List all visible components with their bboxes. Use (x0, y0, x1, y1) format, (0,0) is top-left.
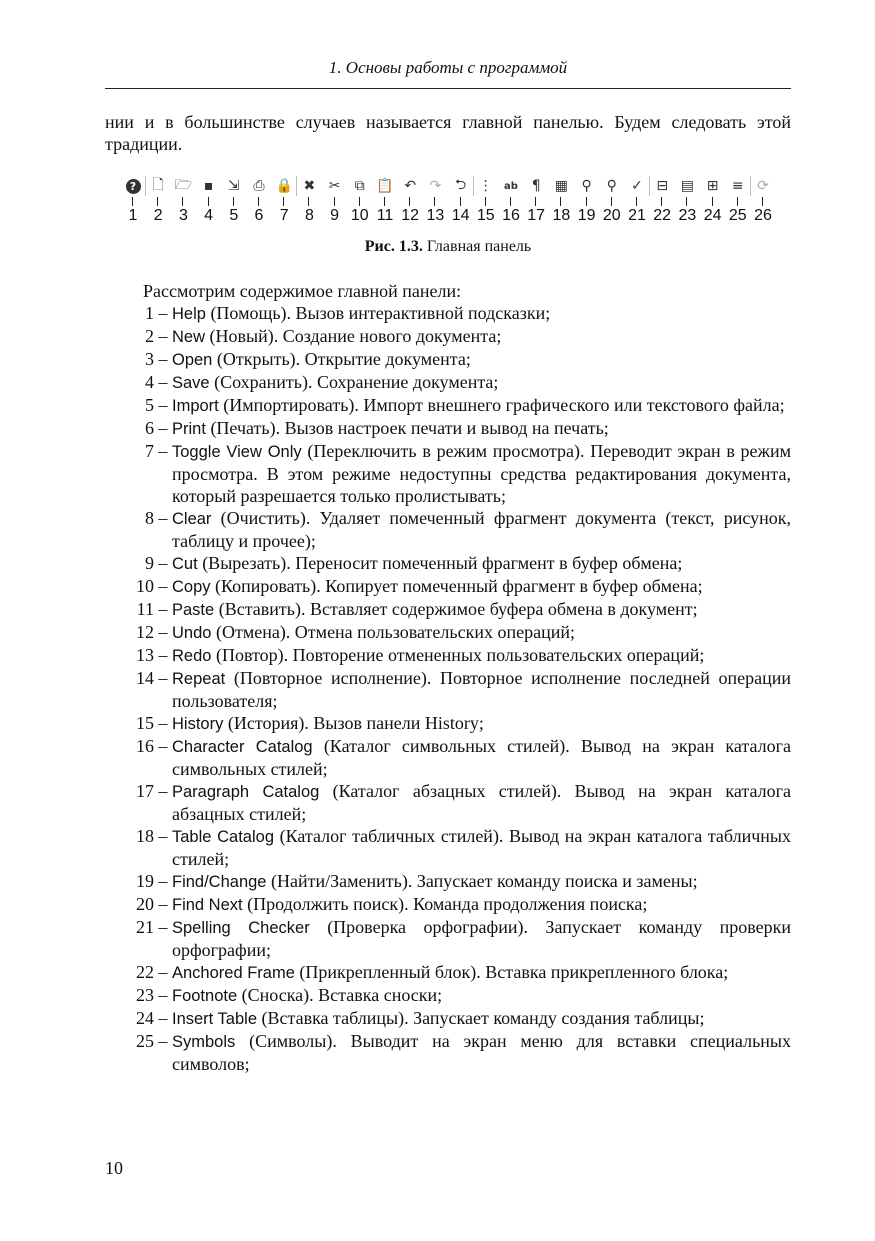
item-number: 20 – (136, 894, 172, 914)
item-description: (Сноска). Вставка сноски; (237, 985, 443, 1005)
refresh-icon: ⟳ (757, 178, 769, 194)
list-item (105, 440, 791, 507)
item-number: 17 – (136, 781, 172, 801)
toolbar-separator (296, 176, 297, 196)
item-number: 25 – (136, 1031, 172, 1051)
list-item (105, 598, 791, 621)
list-item (105, 984, 791, 1007)
redo-icon: ↷ (429, 178, 442, 194)
toolbar-item (751, 173, 775, 233)
repeat-icon: ⮌ (454, 177, 467, 193)
callout-number: 22 (653, 207, 672, 224)
toolbar-separator (750, 176, 751, 196)
list-item (105, 712, 791, 735)
item-text (172, 621, 791, 644)
callout-number: 6 (254, 207, 264, 224)
item-text (172, 780, 791, 825)
callout-number: 10 (350, 207, 369, 224)
callout-number: 17 (527, 207, 546, 224)
item-number: 19 – (136, 871, 172, 891)
callout-line (762, 197, 763, 206)
callout-number: 13 (426, 207, 445, 224)
intro-paragraph: нии и в большинстве случаев называется главной панелью. Будем следовать этой традиции. (105, 112, 791, 154)
item-description: (История). Вызов панели History; (223, 713, 484, 733)
find-next-icon: ⚲ (606, 178, 617, 194)
main-toolbar-figure (121, 173, 781, 233)
item-term: Table Catalog (172, 828, 274, 846)
item-number: 15 – (136, 713, 172, 733)
item-text (172, 961, 791, 984)
list-item (105, 870, 791, 893)
callout-number: 20 (602, 207, 621, 224)
find-change-icon: ⚲ (581, 178, 592, 194)
item-description: (Сохранить). Сохранение документа; (209, 372, 499, 392)
list-item (105, 302, 791, 325)
list-item (105, 961, 791, 984)
item-number: 10 – (136, 576, 172, 596)
callout-number: 5 (229, 207, 239, 224)
item-description: (Вставить). Вставляет содержимое буфера обмена в документ; (214, 599, 698, 619)
callout-line (182, 197, 183, 206)
item-term: Redo (172, 647, 212, 665)
item-term: Clear (172, 510, 212, 528)
item-text (172, 1030, 791, 1075)
callout-line (132, 197, 133, 206)
item-text (172, 667, 791, 712)
help-icon: ? (123, 176, 143, 196)
callout-line (233, 197, 234, 206)
item-description: (Печать). Вызов настроек печати и вывод на печать; (205, 418, 609, 438)
item-term: Help (172, 305, 206, 323)
callout-number: 8 (304, 207, 314, 224)
item-text (172, 575, 791, 598)
callout-number: 18 (552, 207, 571, 224)
callout-number: 1 (128, 207, 138, 224)
callout-line (208, 197, 209, 206)
item-description: (Отмена). Отмена пользовательских операций; (211, 622, 575, 642)
item-description: (Найти/Заменить). Запускает команду поиска и замены; (266, 871, 698, 891)
print-icon: ⎙ (253, 178, 265, 194)
symbols-icon: ≡ (731, 178, 744, 194)
caption-label: Рис. 1.3. (364, 238, 423, 255)
item-description: (Копировать). Копирует помеченный фрагмент в буфер обмена; (210, 576, 703, 596)
list-item (105, 780, 791, 825)
callout-number: 9 (330, 207, 340, 224)
toolbar-separator (145, 176, 146, 196)
callout-number: 12 (401, 207, 420, 224)
callout-line (712, 197, 713, 206)
list-item (105, 371, 791, 394)
insert-table-icon: ⊞ (706, 178, 719, 194)
item-description: (Переключить в режим просмотра). Переводит экран в режим просмотра. В этом режиме недоступны средства редактирования документа, который разрешается только пролистывать; (172, 441, 792, 506)
callout-number: 7 (279, 207, 289, 224)
item-text (172, 325, 791, 348)
callout-line (560, 197, 561, 206)
item-text (172, 552, 791, 575)
item-description: (Вставка таблицы). Запускает команду создания таблицы; (257, 1008, 705, 1028)
import-icon: ⇲ (227, 178, 240, 194)
item-term: Undo (172, 624, 212, 642)
anchored-frame-icon: ⊟ (656, 178, 669, 194)
callout-line (737, 197, 738, 206)
item-description: (Символы). Выводит на экран меню для вставки специальных символов; (172, 1031, 791, 1074)
lock-icon: 🔒 (275, 178, 293, 194)
item-text (172, 348, 791, 371)
item-description: (Каталог табличных стилей). Вывод на экран каталога табличных стилей; (172, 826, 791, 869)
callout-number: 4 (204, 207, 214, 224)
item-term: Save (172, 374, 210, 392)
footnote-icon: ▤ (680, 178, 694, 194)
item-term: Import (172, 397, 219, 415)
item-term: Copy (172, 578, 211, 596)
callout-number: 3 (178, 207, 188, 224)
item-number: 13 – (136, 645, 172, 665)
list-item (105, 325, 791, 348)
list-item (105, 893, 791, 916)
list-item (105, 916, 791, 961)
header-rule (105, 88, 791, 89)
item-text (172, 984, 791, 1007)
item-description: (Проверка орфографии). Запускает команду проверки орфографии; (172, 917, 792, 960)
callout-line (384, 197, 385, 206)
callout-number: 24 (703, 207, 722, 224)
callout-line (434, 197, 435, 206)
item-term: Find Next (172, 896, 243, 914)
list-item (105, 1007, 791, 1030)
item-description: (Каталог символьных стилей). Вывод на экран каталога символьных стилей; (172, 736, 791, 779)
item-text (172, 1007, 791, 1030)
item-description: (Открыть). Открытие документа; (212, 349, 471, 369)
item-text (172, 870, 791, 893)
item-description: (Помощь). Вызов интерактивной подсказки; (205, 303, 551, 323)
page-number: 10 (105, 1158, 123, 1178)
item-text (172, 916, 791, 961)
callout-line (460, 197, 461, 206)
paste-icon: 📋 (376, 178, 394, 194)
callout-line (334, 197, 335, 206)
item-text (172, 417, 791, 440)
item-number: 14 – (136, 668, 172, 688)
callout-number: 15 (476, 207, 495, 224)
callout-line (359, 197, 360, 206)
item-term: Cut (172, 555, 198, 573)
item-text (172, 394, 791, 417)
item-number: 12 – (136, 622, 172, 642)
item-text (172, 644, 791, 667)
open-folder-icon: 🗁 (174, 177, 193, 193)
callout-number: 23 (678, 207, 697, 224)
list-item (105, 552, 791, 575)
item-term: Paste (172, 601, 215, 619)
callout-line (157, 197, 158, 206)
list-item (105, 825, 791, 870)
callout-number: 25 (728, 207, 747, 224)
clear-icon: ✖ (303, 178, 316, 194)
cut-icon: ✂ (328, 178, 341, 194)
item-number: 6 – (145, 418, 172, 438)
callout-line (661, 197, 662, 206)
item-term: Spelling Checker (172, 919, 310, 937)
item-text (172, 825, 791, 870)
spelling-checker-icon: ✓ (631, 178, 643, 194)
item-number: 8 – (145, 508, 172, 528)
callout-line (283, 197, 284, 206)
item-description: (Импортировать). Импорт внешнего графического или текстового файла; (218, 395, 785, 415)
toolbar-description-list (105, 302, 791, 1075)
caption-text: Главная панель (422, 238, 532, 255)
item-number: 7 – (145, 441, 172, 461)
callout-line (308, 197, 309, 206)
item-term: Insert Table (172, 1010, 257, 1028)
item-number: 11 – (136, 599, 172, 619)
list-item (105, 644, 791, 667)
history-icon: ⋮ (478, 178, 493, 194)
item-number: 4 – (145, 372, 172, 392)
item-number: 9 – (145, 553, 172, 573)
item-number: 23 – (136, 985, 172, 1005)
callout-line (611, 197, 612, 206)
callout-line (586, 197, 587, 206)
paragraph-catalog-icon: ¶ (531, 178, 541, 194)
running-header: 1. Основы работы с программой (328, 58, 568, 77)
callout-number: 14 (451, 207, 470, 224)
item-text (172, 440, 791, 507)
list-item (105, 394, 791, 417)
callout-number: 16 (502, 207, 520, 224)
item-term: Paragraph Catalog (172, 783, 320, 801)
item-term: Symbols (172, 1033, 236, 1051)
item-number: 16 – (136, 736, 172, 756)
item-term: Character Catalog (172, 738, 313, 756)
item-text (172, 598, 791, 621)
item-term: History (172, 715, 224, 733)
item-number: 24 – (136, 1008, 172, 1028)
item-term: Toggle View Only (172, 443, 302, 461)
item-number: 21 – (136, 917, 172, 937)
item-number: 22 – (136, 962, 172, 982)
callout-line (409, 197, 410, 206)
callout-line (686, 197, 687, 206)
item-number: 3 – (145, 349, 172, 369)
list-item (105, 348, 791, 371)
item-number: 18 – (136, 826, 172, 846)
item-text (172, 507, 791, 552)
list-item (105, 667, 791, 712)
item-term: Find/Change (172, 873, 267, 891)
item-term: Print (172, 420, 206, 438)
item-number: 2 – (145, 326, 172, 346)
undo-icon: ↶ (404, 178, 417, 194)
new-document-icon: 🗋 (152, 177, 164, 193)
item-text (172, 735, 791, 780)
list-item (105, 735, 791, 780)
item-term: Repeat (172, 670, 226, 688)
item-term: Footnote (172, 987, 238, 1005)
list-item (105, 507, 791, 552)
callout-number: 26 (754, 207, 772, 224)
callout-number: 2 (153, 207, 163, 224)
callout-line (485, 197, 486, 206)
item-term: New (172, 328, 206, 346)
item-text (172, 302, 791, 325)
item-description: (Прикрепленный блок). Вставка прикрепленного блока; (294, 962, 729, 982)
callout-line (636, 197, 637, 206)
list-heading: Рассмотрим содержимое главной панели: (143, 281, 462, 301)
callout-line (258, 197, 259, 206)
save-icon: ▪ (203, 178, 214, 194)
item-description: (Повтор). Повторение отмененных пользовательских операций; (211, 645, 705, 665)
toolbar-separator (649, 176, 650, 196)
item-text (172, 712, 791, 735)
character-catalog-icon: ab (504, 180, 518, 192)
callout-number: 11 (376, 207, 394, 224)
item-description: (Повторное исполнение). Повторное исполнение последней операции пользователя; (172, 668, 791, 711)
callout-number: 21 (628, 207, 646, 224)
item-text (172, 893, 791, 916)
item-number: 1 – (145, 303, 172, 323)
list-item (105, 575, 791, 598)
item-description: (Каталог абзацных стилей). Вывод на экран каталога абзацных стилей; (172, 781, 791, 824)
item-term: Anchored Frame (172, 964, 295, 982)
callout-line (510, 197, 511, 206)
list-item (105, 417, 791, 440)
callout-number: 19 (577, 207, 596, 224)
item-text (172, 371, 791, 394)
list-item (105, 1030, 791, 1075)
item-number: 5 – (145, 395, 172, 415)
item-description: (Продолжить поиск). Команда продолжения поиска; (242, 894, 648, 914)
list-item (105, 621, 791, 644)
figure-caption (105, 238, 791, 256)
item-description: (Новый). Создание нового документа; (205, 326, 502, 346)
item-description: (Очистить). Удаляет помеченный фрагмент документа (текст, рисунок, таблицу и прочее); (172, 508, 791, 551)
callout-line (535, 197, 536, 206)
item-description: (Вырезать). Переносит помеченный фрагмент в буфер обмена; (197, 553, 683, 573)
table-catalog-icon: ▦ (554, 178, 568, 194)
toolbar-separator (473, 176, 474, 196)
copy-icon: ⧉ (354, 178, 365, 194)
item-term: Open (172, 351, 213, 369)
